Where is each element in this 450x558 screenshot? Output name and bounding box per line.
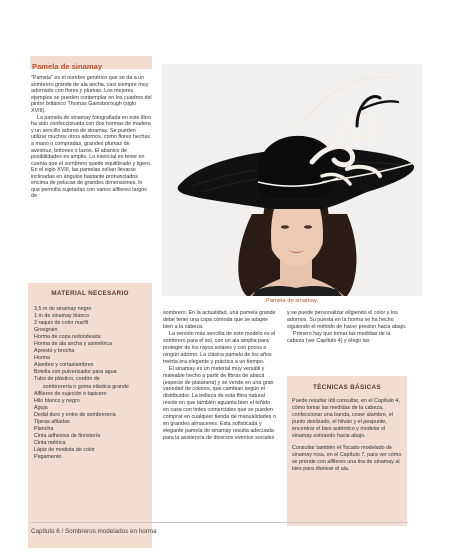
material-item: Horma (34, 355, 51, 362)
material-item: Grosgrain (34, 327, 58, 334)
intro-text (31, 75, 152, 200)
materials-list (34, 306, 148, 461)
footer-chapter: Capítulo 6 / Sombreros modelados en horma (31, 528, 157, 535)
material-item: Cinta adhesiva de floristería (34, 432, 101, 439)
material-item: Horma de copa redondeada (34, 334, 101, 341)
material-item: Tubo de plástico, cordón de (34, 376, 100, 383)
material-item: Lápiz de modista de color (34, 446, 95, 453)
material-item: Apresto y brocha (34, 348, 75, 355)
material-item: 1 m de sinamay blanco (34, 313, 89, 320)
intro-paragraph: La pamela de sinamay fotografiada en este libro ha sido confeccionada con dos hormas de madera y un sencillo adorno de sinamay. Se pueden utilizar muchos otros adornos, como flores hechas a mano o compradas, grandes plumas de avestruz, botones o lazos. El abanico de posibilidades es amplio. Lo esencial es tener en cuenta que el sombrero quede equilibrado y ligero. En el siglo XVIII, las pamelas solían llevarse inclinadas en ángulos bastante pronunciados encima de pelucas de grandes dimensiones, lo que permitía sujetarlas con varios alfileres largos de (31, 114, 152, 200)
intro-paragraph: "Pamela" es el nombre genérico que se da a un sombrero grande de ala ancha, casi siempre muy adornado con flores y plumas. Los mejores ejemplos se pueden contemplar en los cuadros del pintor británico Thomas Gainsborough (siglo XVIII). (31, 75, 152, 114)
material-item: Aguja (34, 404, 48, 411)
body-paragraph: La versión más sencilla de este modelo es el sombrero para el sol, con un ala amplia para proteger de los rayos solares y con pocos o ningún adorno. La clásica pamela de los años treinta era elegante y práctica a un tiempo. (163, 330, 276, 365)
photo-caption: Pamela de sinamay. (265, 298, 319, 304)
body-column-2 (163, 310, 277, 442)
techniques-text (292, 398, 403, 478)
hat-illustration (162, 64, 422, 296)
material-item: Plancha (34, 425, 54, 432)
material-item: Cinta métrica (34, 439, 66, 446)
material-item: Horma de ala ancha y asimétrica (34, 341, 113, 348)
materials-title: MATERIAL NECESARIO (51, 290, 129, 297)
material-item: Botella con pulverizador para agua (34, 369, 117, 376)
body-paragraph: y se puede personalizar eligiendo el color y los adornos. Su puesta en la horma se ha hecho siguiendo el método de hacer presión hacia abajo. (287, 310, 407, 330)
material-item: Alfileres de sujeción o tapicero (34, 390, 107, 397)
body-paragraph: El sinamay es un material muy versátil y maleable hecho a partir de fibras de abacá (especie de platanera) y se vende en una gran variedad de colores, que cambian según el distribuidor. La belleza de esta fibra natural reside en que también aguanta bien el teñido en casa con tintes comerciales que se pueden comprar en cualquier tienda de manualidades o en grandes almacenes. Esta sofisticada y elegante pamela de sinamay resulta adecuada para la asistencia de diversos eventos sociales (163, 365, 276, 442)
techniques-paragraph: Puede resultar útil consultar, en el Capítulo 4, cómo tomar las medidas de la cabeza, confeccionar una banda, coser alambre, el punto deslizado, el hilván y el pespunte, encontrar el bies auténtico y modelar el sinamay estirando hacia abajo. (292, 398, 400, 439)
body-column-3 (287, 310, 407, 345)
footer-divider (30, 522, 408, 523)
section-title-bar (30, 56, 152, 69)
body-paragraph: sombrero. En la actualidad, una pamela grande debe tener una copa cómoda que se adapte bien a la cabeza. (163, 310, 276, 330)
material-item: Pegamento (34, 453, 62, 460)
material-item: Hilo blanco y negro (34, 397, 80, 404)
material-item: 2 raquis de color marfil (34, 320, 89, 327)
material-item: 3,5 m de sinamay negro (34, 306, 92, 312)
techniques-title: TÉCNICAS BÁSICAS (312, 384, 381, 391)
section-title: Pamela de sinamay (32, 62, 103, 71)
material-item: Alambre y cortaalambres (34, 362, 94, 369)
material-item: Dedal duro y entre de sombrerería (34, 411, 116, 418)
body-paragraph: Primero hay que tomar las medidas de la cabeza (ver Capítulo 4) y elegir las (287, 330, 391, 344)
techniques-paragraph: Consultar también el Tocado modelado de sinamay rosa, en el Capítulo 7, para ver cómo se prende con alfileres una tira de sinamay al bies para ribetear el ala. (292, 444, 402, 472)
hat-photo (162, 64, 422, 296)
material-item: Tijeras afiladas (34, 418, 70, 425)
material-item: sombrerería o goma elástica grande (43, 383, 129, 390)
